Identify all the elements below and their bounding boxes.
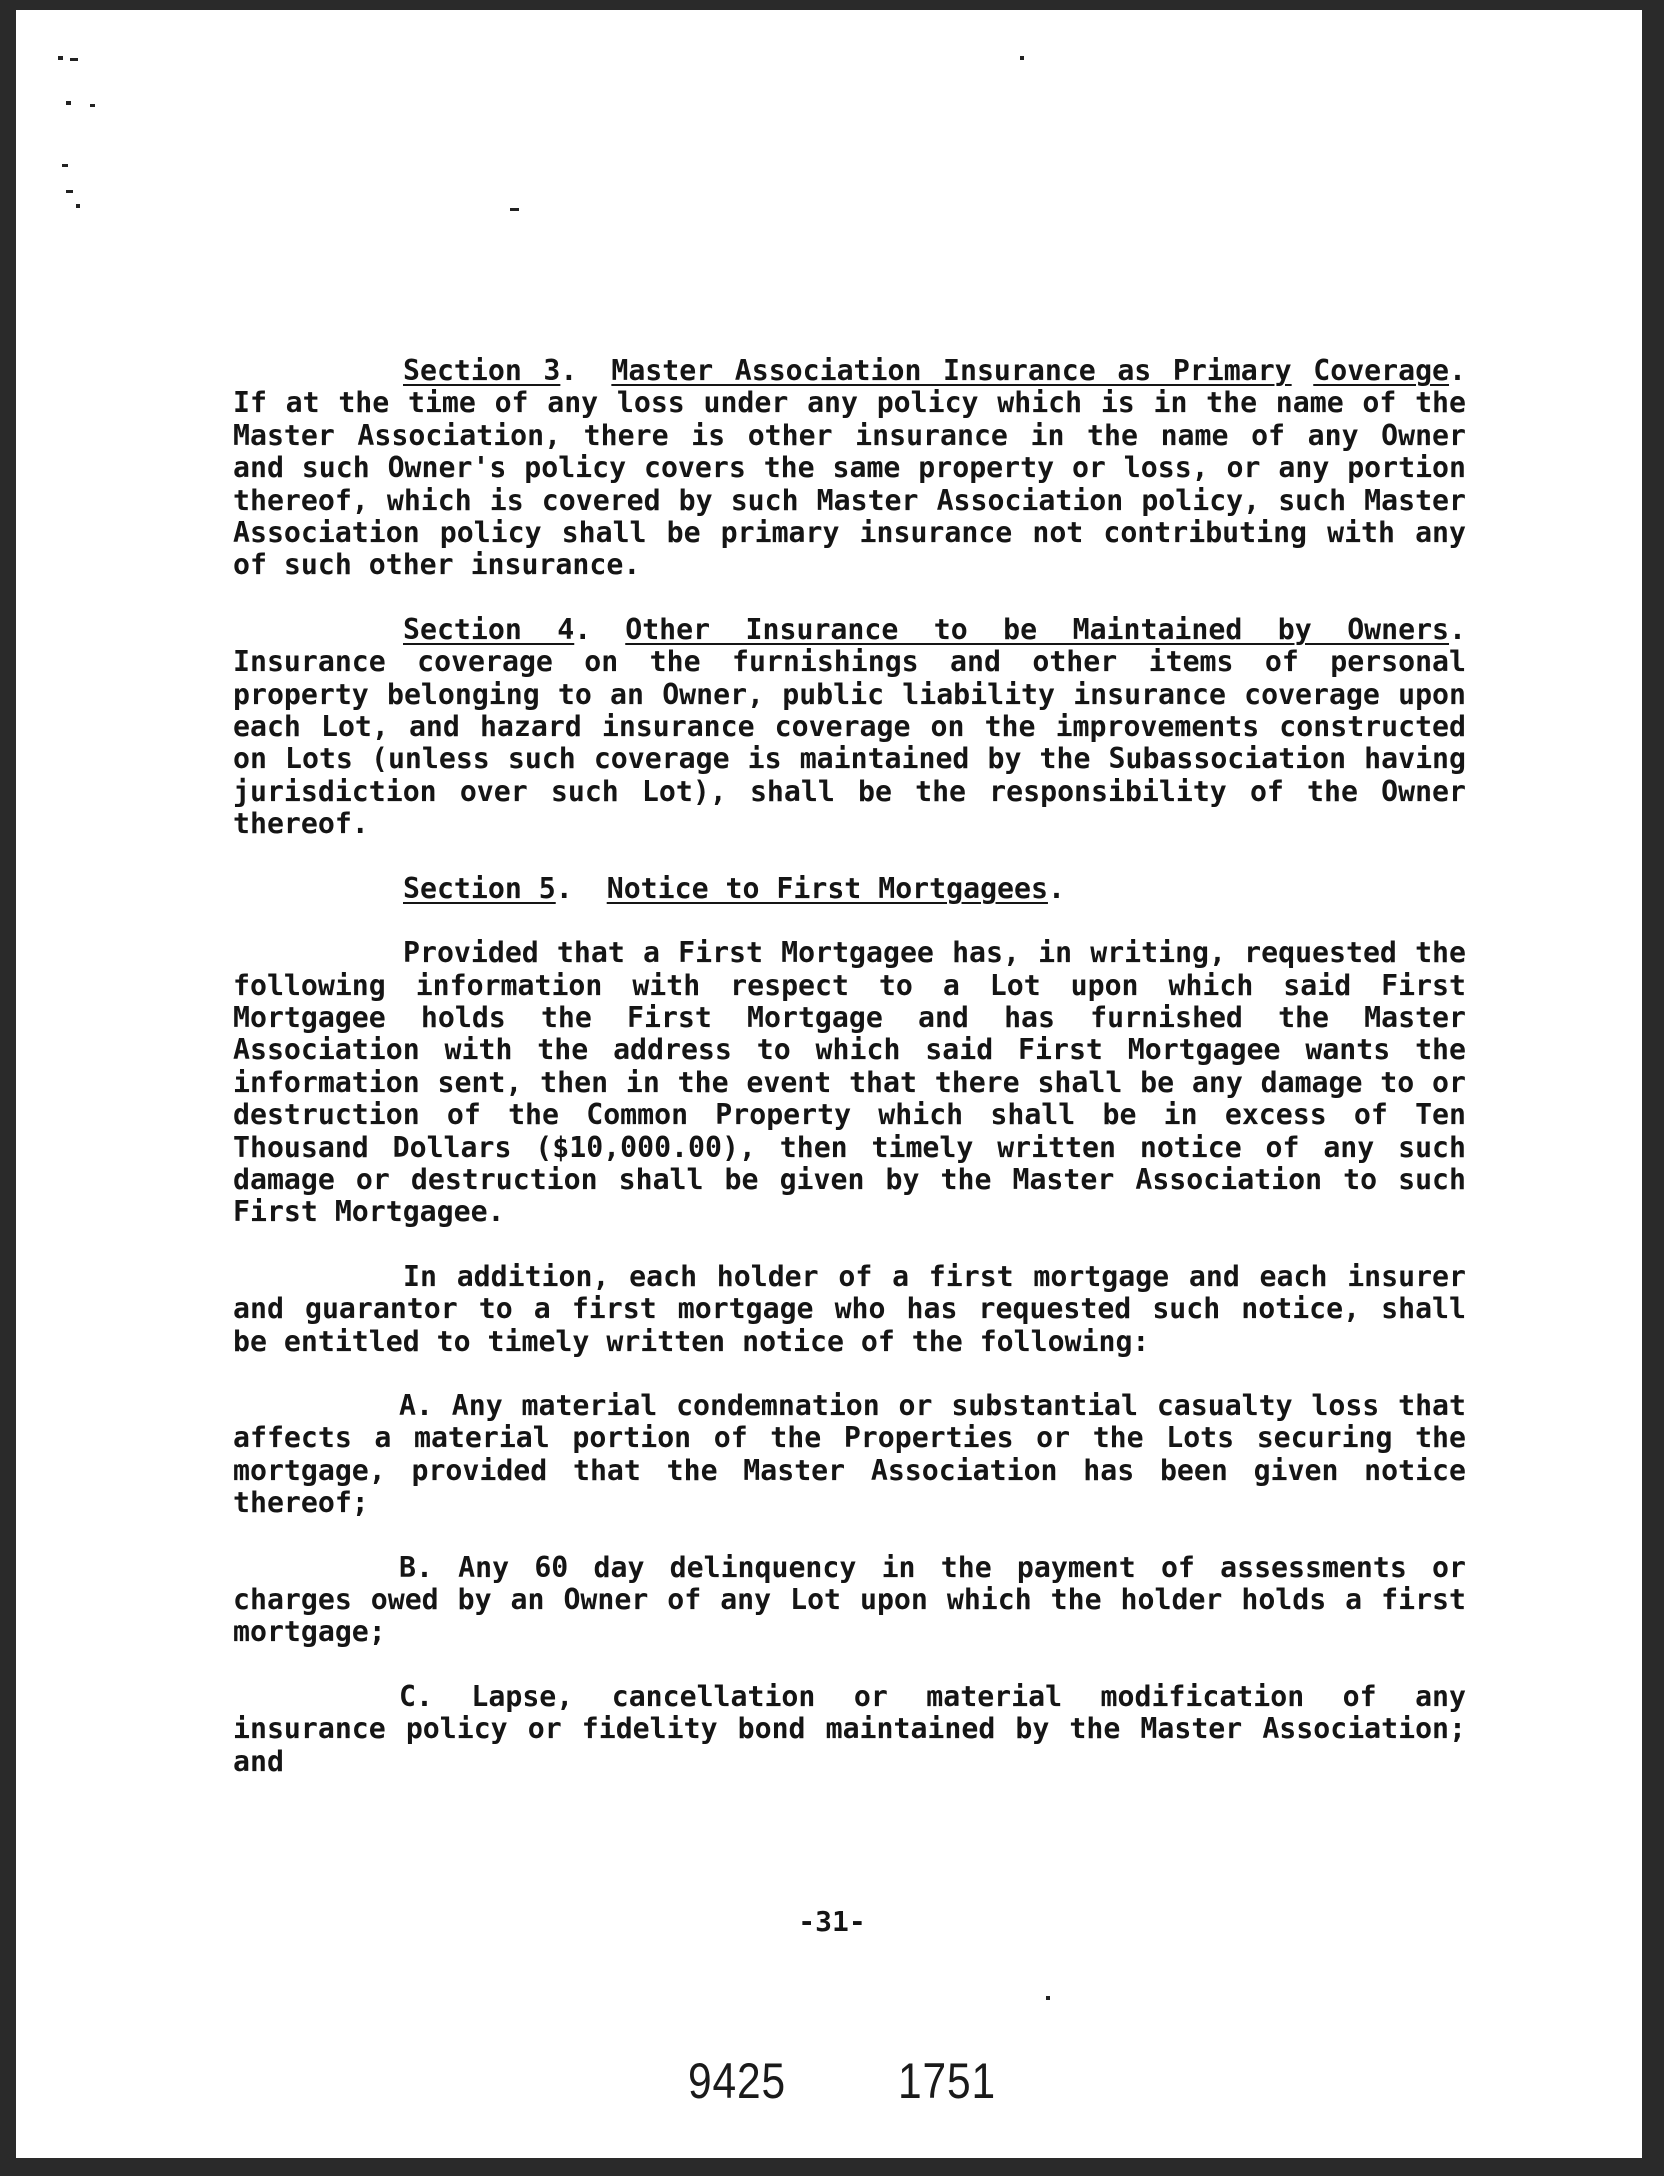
section-4-title: Other Insurance to be Maintained by Owners [625, 612, 1450, 646]
record-book-number: 9425 [688, 2053, 786, 2109]
section-5-title: Notice to First Mortgagees [606, 871, 1048, 905]
scan-speck [90, 104, 95, 107]
section-4-heading: Section 4 [403, 612, 575, 646]
scan-speck [66, 190, 73, 193]
section-5-heading-line: Section 5. Notice to First Mortgagees. [403, 871, 1065, 905]
scan-speck [76, 204, 80, 208]
section-3-title-part1: Master Association Insurance as Primary [611, 354, 1292, 387]
section-3-title-part2: Coverage [1313, 354, 1450, 387]
scan-speck [58, 56, 63, 60]
section-5-heading: Section 5 [403, 871, 556, 905]
scan-speck [70, 58, 78, 61]
scan-speck [1046, 1996, 1050, 2000]
section-4-body: Insurance coverage on the furnishings and other items of personal property belonging to an Owner, public liability insurance coverage upon each Lot, and hazard insurance coverage on the improvements constructed on Lots (unless such coverage is maintained by the Subassociation having jurisdiction over such Lot), shall be the responsibility of the Owner thereof. [233, 645, 1466, 841]
page-number: -31- [798, 1905, 866, 1938]
list-item-a: A. Any material condemnation or substantial casualty loss that affects a material portion of the Properties or the Lots securing the mortgage, provided that the Master Association has been given notice thereof; [233, 1388, 1466, 1520]
section-5-paragraph-1: Provided that a First Mortgagee has, in writing, requested the following information with respect to a Lot upon which said First Mortgagee holds the First Mortgage and has furnished the Master Association with the address to which said First Mortgagee wants the information sent, then in the event that there shall be any damage to or destruction of the Common Property which shall be in excess of Ten Thousand Dollars ($10,000.00), then timely written notice of any such damage or destruction shall be given by the Master Association to such First Mortgagee. [233, 936, 1466, 1229]
document-body [233, 355, 1466, 1810]
section-5-paragraph-2: In addition, each holder of a first mortgage and each insurer and guarantor to a first mortgage who has requested such notice, shall be entitled to timely written notice of the following: [233, 1259, 1466, 1358]
list-item-c: C. Lapse, cancellation or material modification of any insurance policy or fidelity bond maintained by the Master Association; and [233, 1679, 1466, 1778]
list-item-b: B. Any 60 day delinquency in the payment of assessments or charges owed by an Owner of any Lot upon which the holder holds a first mortgage; [233, 1550, 1466, 1649]
section-3-heading: Section 3 [403, 354, 561, 387]
scan-speck [62, 164, 68, 167]
scan-speck [510, 208, 519, 211]
section-4-paragraph: Section 4. Other Insurance to be Maintained by Owners. Insurance coverage on the furnishings and other items of personal property belonging to an Owner, public liability insurance coverage upon each Lot, and hazard insurance coverage on the improvements constructed on Lots (unless such coverage is maintained by the Subassociation having jurisdiction over such Lot), shall be the responsibility of the Owner thereof. [233, 612, 1466, 841]
scan-speck [1020, 56, 1024, 60]
section-3-body: If at the time of any loss under any policy which is in the name of the Master Association, there is other insurance in the name of any Owner and such Owner's policy covers the same property or loss, or any portion thereof, which is covered by such Master Association policy, such Master Association policy shall be primary insurance not contributing with any of such other insurance. [233, 386, 1466, 582]
scan-speck [66, 101, 71, 105]
record-page-number: 1751 [898, 2053, 996, 2109]
section-3-paragraph: Section 3. Master Association Insurance as Primary Coverage. If at the time of any loss under any policy which is in the name of the Master Association, there is other insurance in the name of any Owner and such Owner's policy covers the same property or loss, or any portion thereof, which is covered by such Master Association policy, such Master Association policy shall be primary insurance not contributing with any of such other insurance. [233, 354, 1466, 582]
